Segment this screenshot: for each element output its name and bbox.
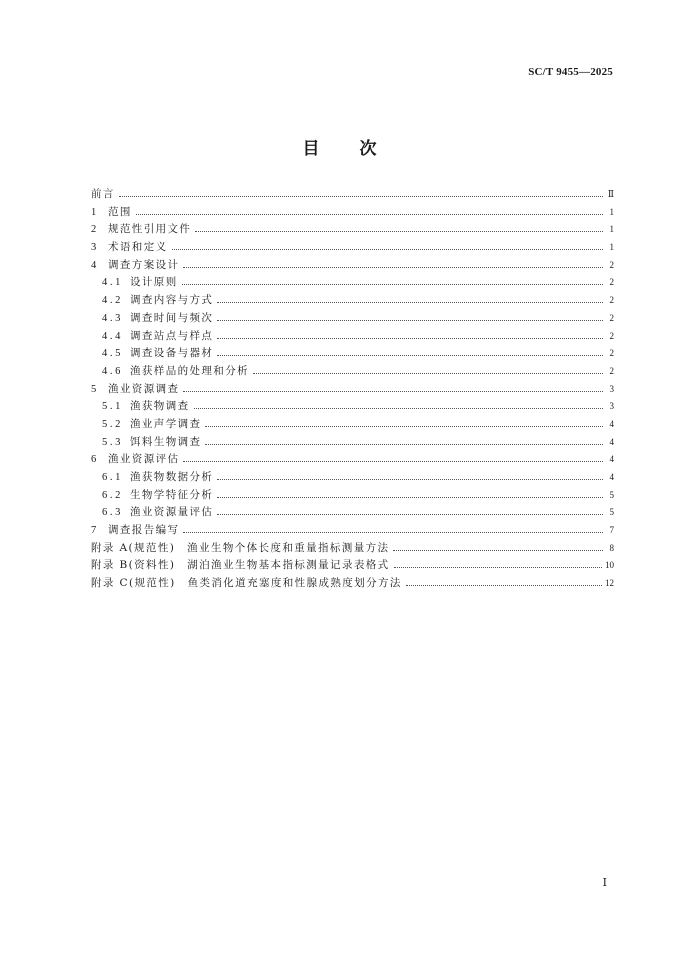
toc-entry-page: 2 — [609, 259, 614, 270]
toc-entry-number: 5.2 — [102, 418, 123, 430]
toc-entry-number: 4.3 — [102, 312, 123, 324]
toc-entry-label: 调查内容与方式 — [130, 294, 214, 307]
toc-dot-leader — [217, 302, 603, 303]
toc-entry-number: 6.1 — [102, 472, 123, 483]
toc-entry[interactable] — [91, 504, 614, 522]
toc-entry-label: 设计原则 — [130, 276, 178, 289]
toc-entry-number: 6.2 — [102, 489, 123, 501]
toc-entry-label: 渔业资源量评估 — [130, 506, 214, 519]
toc-dot-leader — [119, 196, 603, 197]
toc-entry[interactable] — [91, 292, 614, 310]
toc-entry[interactable] — [91, 487, 614, 505]
toc-entry-page: 3 — [609, 401, 614, 412]
toc-dot-leader — [183, 391, 603, 392]
toc-entry-label: 渔业资源调查 — [108, 382, 180, 395]
toc-dot-leader — [217, 479, 603, 480]
toc-dot-leader — [183, 461, 603, 462]
toc-entry-page: 5 — [609, 507, 614, 518]
toc-dot-leader — [217, 355, 603, 356]
toc-entry-label: 饵料生物调查 — [130, 435, 202, 448]
toc-dot-leader — [406, 585, 602, 586]
toc-entry[interactable] — [91, 257, 614, 275]
toc-entry-page: 2 — [609, 277, 614, 288]
toc-dot-leader — [217, 514, 603, 515]
toc-entry-number: 5 — [91, 383, 99, 395]
toc-entry-label: 规范性引用文件 — [108, 223, 192, 236]
toc-entry-number: 4.6 — [102, 365, 123, 377]
document-code: SC/T 9455—2025 — [528, 66, 613, 78]
table-of-contents — [91, 186, 614, 593]
toc-entry-page: 12 — [605, 578, 614, 589]
toc-entry[interactable] — [91, 416, 614, 434]
toc-entry-page: 4 — [609, 472, 614, 482]
toc-entry-label: 调查时间与频次 — [130, 311, 214, 324]
toc-dot-leader — [393, 550, 603, 551]
page-number: Ⅰ — [602, 877, 607, 889]
toc-entry-number: 1 — [91, 206, 99, 218]
page-title — [0, 134, 681, 159]
toc-dot-leader — [205, 426, 603, 427]
toc-entry-number: 5.1 — [102, 401, 123, 413]
toc-entry-label: 渔业声学调查 — [130, 417, 202, 430]
toc-entry-number: 4 — [91, 259, 99, 271]
toc-entry-page: 2 — [609, 312, 614, 323]
toc-entry-page: 1 — [609, 242, 614, 253]
toc-entry-page: Ⅱ — [607, 189, 614, 199]
toc-entry[interactable] — [91, 522, 614, 540]
toc-entry-label: 渔获物数据分析 — [130, 471, 214, 483]
title-char-left: 目 — [302, 139, 322, 159]
toc-entry-page: 2 — [609, 295, 614, 306]
toc-entry[interactable] — [91, 557, 614, 575]
toc-entry-page: 2 — [609, 348, 614, 359]
toc-entry[interactable] — [91, 575, 614, 593]
toc-entry-number: 6.3 — [102, 507, 123, 519]
toc-entry-page: 8 — [609, 542, 614, 553]
toc-entry-label: 渔获物调查 — [130, 400, 190, 413]
toc-entry-label: 范围 — [108, 205, 132, 218]
toc-entry-page: 10 — [605, 560, 614, 571]
toc-dot-leader — [394, 567, 602, 568]
toc-dot-leader — [183, 532, 603, 533]
title-char-right: 次 — [359, 139, 379, 159]
toc-entry-page: 1 — [609, 206, 614, 217]
toc-entry[interactable] — [91, 434, 614, 452]
toc-entry-number: 3 — [91, 242, 99, 254]
toc-entry[interactable] — [91, 186, 614, 204]
toc-entry-label: 附录 A(规范性) 渔业生物个体长度和重量指标测量方法 — [91, 541, 390, 554]
toc-entry-label: 前言 — [91, 188, 115, 200]
toc-entry[interactable] — [91, 469, 614, 487]
toc-dot-leader — [195, 231, 603, 232]
toc-entry-page: 4 — [609, 436, 614, 447]
toc-entry-label: 渔业资源评估 — [108, 453, 180, 466]
toc-dot-leader — [253, 373, 603, 374]
toc-entry[interactable] — [91, 345, 614, 363]
toc-entry-page: 7 — [609, 525, 614, 536]
toc-dot-leader — [194, 408, 604, 409]
toc-entry-label: 渔获样品的处理和分析 — [130, 364, 249, 377]
toc-entry-number: 4.5 — [102, 348, 123, 360]
toc-entry-page: 2 — [609, 330, 614, 341]
toc-entry[interactable] — [91, 274, 614, 292]
toc-entry-page: 5 — [609, 489, 614, 500]
toc-entry[interactable] — [91, 381, 614, 399]
toc-entry-label: 附录 B(资料性) 湖泊渔业生物基本指标测量记录表格式 — [91, 559, 390, 572]
toc-entry[interactable] — [91, 328, 614, 346]
toc-entry-number: 4.1 — [102, 277, 123, 289]
toc-entry[interactable] — [91, 239, 614, 257]
toc-entry[interactable] — [91, 540, 614, 558]
toc-dot-leader — [136, 214, 603, 215]
toc-dot-leader — [217, 320, 603, 321]
toc-entry-number: 6 — [91, 454, 99, 466]
toc-dot-leader — [217, 497, 603, 498]
toc-entry-number: 7 — [91, 525, 99, 537]
toc-dot-leader — [183, 267, 603, 268]
toc-entry-page: 3 — [609, 383, 614, 394]
toc-entry-label: 调查站点与样点 — [130, 329, 214, 342]
toc-entry-number: 4.4 — [102, 330, 123, 342]
toc-entry-page: 4 — [609, 418, 614, 429]
toc-entry-page: 4 — [609, 454, 614, 465]
toc-entry-number: 5.3 — [102, 436, 123, 448]
toc-dot-leader — [182, 284, 603, 285]
toc-entry-number: 4.2 — [102, 295, 123, 307]
toc-entry[interactable] — [91, 363, 614, 381]
toc-entry[interactable] — [91, 221, 614, 239]
toc-entry-label: 调查报告编写 — [108, 524, 180, 537]
toc-entry-label: 附录 C(规范性) 鱼类消化道充塞度和性腺成熟度划分方法 — [91, 577, 402, 590]
toc-entry-label: 调查设备与器材 — [130, 347, 214, 360]
toc-entry[interactable] — [91, 310, 614, 328]
toc-entry-label: 术语和定义 — [108, 241, 168, 254]
toc-entry-label: 调查方案设计 — [108, 258, 180, 271]
toc-entry[interactable] — [91, 398, 614, 416]
toc-entry[interactable] — [91, 204, 614, 222]
toc-entry[interactable] — [91, 451, 614, 469]
toc-dot-leader — [217, 338, 603, 339]
toc-entry-page: 2 — [609, 365, 614, 376]
toc-dot-leader — [205, 444, 603, 445]
toc-entry-label: 生物学特征分析 — [130, 488, 214, 501]
toc-entry-page: 1 — [609, 224, 614, 235]
toc-dot-leader — [172, 249, 604, 250]
toc-entry-number: 2 — [91, 224, 99, 236]
